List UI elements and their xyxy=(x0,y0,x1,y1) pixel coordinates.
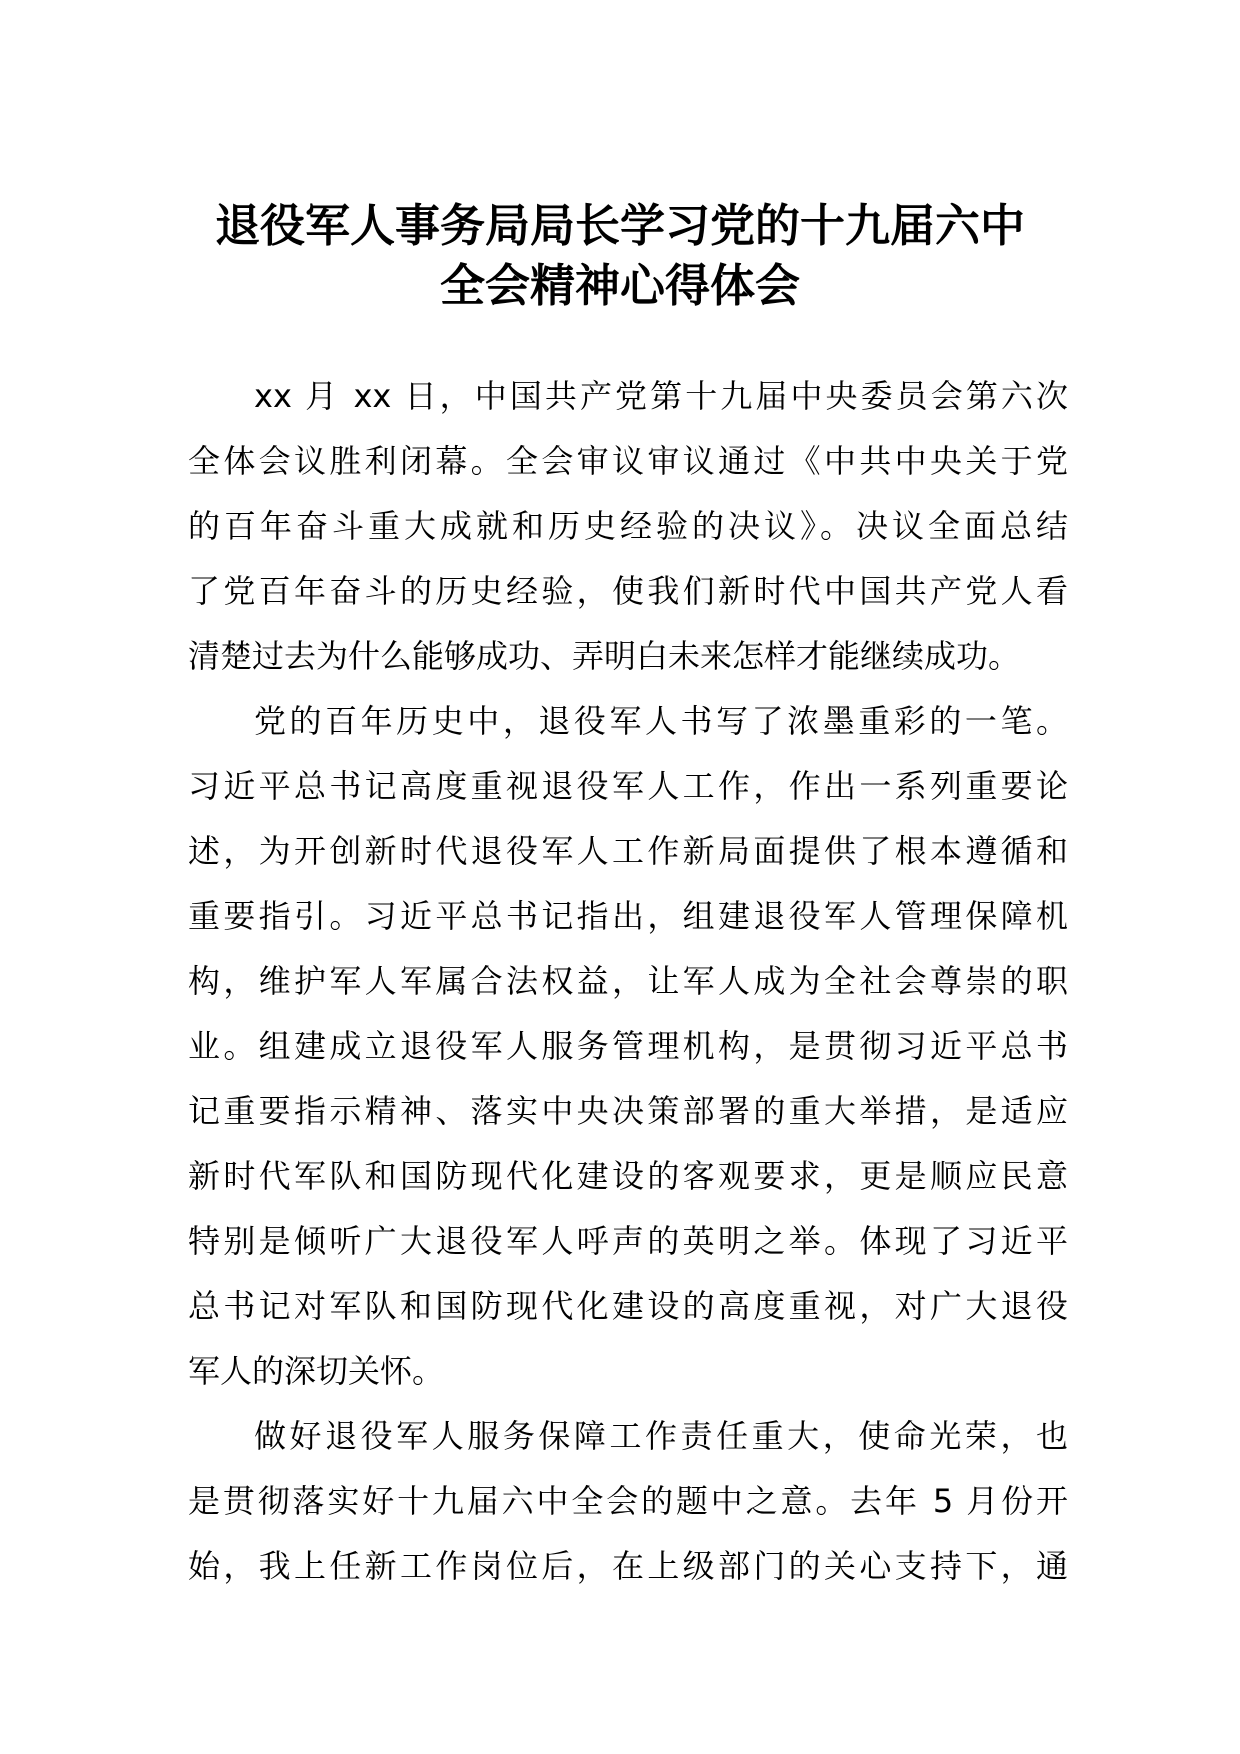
text-line: 党的百年历史中，退役军人书写了浓墨重彩的一笔。 xyxy=(254,702,1068,740)
text-line: 述，为开创新时代退役军人工作新局面提供了根本遵循和 xyxy=(188,832,1068,870)
text-line: 做好退役军人服务保障工作责任重大，使命光荣，也 xyxy=(254,1417,1068,1455)
text-line: 新时代军队和国防现代化建设的客观要求，更是顺应民意 xyxy=(188,1157,1068,1195)
text-line: 总书记对军队和国防现代化建设的高度重视，对广大退役 xyxy=(188,1287,1068,1325)
text-line: 习近平总书记高度重视退役军人工作，作出一系列重要论 xyxy=(188,767,1068,805)
text-line: 军人的深切关怀。 xyxy=(188,1352,445,1390)
text-line: 特别是倾听广大退役军人呼声的英明之举。体现了习近平 xyxy=(188,1222,1068,1260)
title-line: 退役军人事务局局长学习党的十九届六中 xyxy=(214,199,1025,252)
text-line: 是贯彻落实好十九届六中全会的题中之意。去年 5 月份开 xyxy=(188,1482,1068,1520)
text-line: 记重要指示精神、落实中央决策部署的重大举措，是适应 xyxy=(188,1092,1068,1130)
paragraph-1 xyxy=(188,364,1068,689)
text-line: 全体会议胜利闭幕。全会审议审议通过《中共中央关于党 xyxy=(188,442,1068,480)
text-line: 重要指引。习近平总书记指出，组建退役军人管理保障机 xyxy=(188,897,1068,935)
text-line: 清楚过去为什么能够成功、弄明白未来怎样才能继续成功。 xyxy=(188,637,1021,675)
paragraph-2 xyxy=(188,689,1068,1404)
text-line: 的百年奋斗重大成就和历史经验的决议》。决议全面总结 xyxy=(188,507,1068,545)
text-line: 构，维护军人军属合法权益，让军人成为全社会尊崇的职 xyxy=(188,962,1068,1000)
text-line: 业。组建成立退役军人服务管理机构，是贯彻习近平总书 xyxy=(188,1027,1068,1065)
title-line: 全会精神心得体会 xyxy=(439,259,800,312)
text-line: 始，我上任新工作岗位后，在上级部门的关心支持下，通 xyxy=(188,1547,1068,1585)
document-body xyxy=(188,364,1068,1599)
text-line: 了党百年奋斗的历史经验，使我们新时代中国共产党人看 xyxy=(188,572,1068,610)
text-line: xx 月 xx 日，中国共产党第十九届中央委员会第六次 xyxy=(254,377,1068,415)
document-title xyxy=(150,196,1090,316)
paragraph-3 xyxy=(188,1404,1068,1599)
